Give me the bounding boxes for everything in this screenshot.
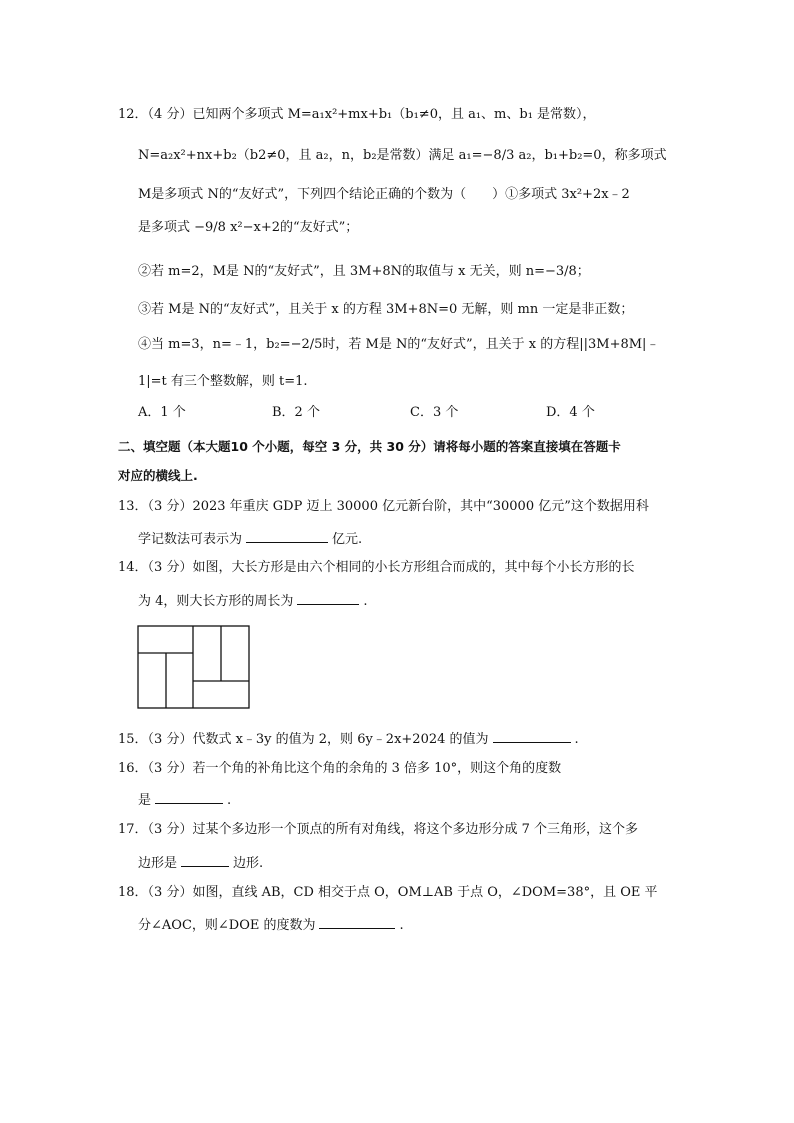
q15-line bbox=[118, 728, 579, 750]
q12-line-4: 是多项式 −9/8 x²−x+2的“友好式”； bbox=[138, 220, 359, 235]
q16-suffix: . bbox=[227, 793, 232, 808]
q17-suffix: 边形. bbox=[233, 856, 264, 871]
q13-line-1: 13．（3 分）2023 年重庆 GDP 迈上 30000 亿元新台阶，其中“30000 亿元”这个数据用科 bbox=[118, 499, 649, 514]
q17-prefix: 边形是 bbox=[138, 856, 178, 871]
q14-line-1: 14．（3 分）如图，大长方形是由六个相同的小长方形组合而成的，其中每个小长方形的长 bbox=[118, 560, 635, 575]
q16-line-1: 16．（3 分）若一个角的补角比这个角的余角的 3 倍多 10°，则这个角的度数 bbox=[118, 761, 562, 776]
q18-answer-blank[interactable] bbox=[319, 914, 395, 929]
q14-answer-blank[interactable] bbox=[297, 590, 359, 605]
q12-line-3: M是多项式 N的“友好式”，下列四个结论正确的个数为（ ）①多项式 3x²+2x﹣2 bbox=[138, 187, 630, 202]
q12-option-d: D．4 个 bbox=[546, 405, 595, 420]
q14-rectangle-figure bbox=[137, 625, 251, 711]
q16-answer-blank[interactable] bbox=[155, 789, 223, 804]
q14-suffix: . bbox=[363, 594, 368, 609]
q18-line-2 bbox=[138, 914, 404, 936]
q12-option-c: C．3 个 bbox=[410, 405, 459, 420]
q14-prefix: 为 4，则大长方形的周长为 bbox=[138, 594, 294, 609]
q18-line-1: 18．（3 分）如图，直线 AB，CD 相交于点 O，OM⊥AB 于点 O，∠DOM=38°，且 OE 平 bbox=[118, 885, 658, 900]
section-heading-line-2: 对应的横线上. bbox=[118, 468, 198, 483]
section-heading-line-1: 二、填空题（本大题10 个小题，每空 3 分，共 30 分）请将每小题的答案直接填在答题卡 bbox=[118, 439, 621, 454]
q13-line-2 bbox=[138, 528, 362, 550]
q12-option-b: B．2 个 bbox=[272, 405, 320, 420]
q12-line-8: 1|=t 有三个整数解，则 t=1. bbox=[138, 374, 308, 389]
q12-line-5: ②若 m=2，M是 N的“友好式”，且 3M+8N的取值与 x 无关，则 n=−3/8； bbox=[138, 264, 590, 279]
q18-suffix: . bbox=[399, 918, 404, 933]
q13-prefix: 学记数法可表示为 bbox=[138, 532, 243, 547]
q15-prefix: 15．（3 分）代数式 x﹣3y 的值为 2，则 6y﹣2x+2024 的值为 bbox=[118, 732, 489, 747]
q15-suffix: . bbox=[574, 732, 579, 747]
q12-line-6: ③若 M是 N的“友好式”，且关于 x 的方程 3M+8N=0 无解，则 mn 一定是非正数； bbox=[138, 302, 634, 317]
q12-line-2: N=a₂x²+nx+b₂（b2≠0，且 a₂，n，b₂是常数）满足 a₁=−8/3 a₂，b₁+b₂=0，称多项式 bbox=[138, 148, 667, 163]
q18-prefix: 分∠AOC，则∠DOE 的度数为 bbox=[138, 918, 316, 933]
q12-line-7: ④当 m=3，n=﹣1，b₂=−2/5时，若 M是 N的“友好式”，且关于 x 的方程||3M+8M|﹣ bbox=[138, 337, 660, 352]
q16-prefix: 是 bbox=[138, 793, 152, 808]
q13-answer-blank[interactable] bbox=[246, 528, 328, 543]
q12-option-a: A．1 个 bbox=[138, 405, 186, 420]
q13-suffix: 亿元. bbox=[332, 532, 363, 547]
q17-answer-blank[interactable] bbox=[181, 852, 229, 867]
q16-line-2 bbox=[138, 789, 231, 811]
q17-line-2 bbox=[138, 852, 263, 874]
q15-answer-blank[interactable] bbox=[493, 728, 571, 743]
q17-line-1: 17．（3 分）过某个多边形一个顶点的所有对角线，将这个多边形分成 7 个三角形，这个多 bbox=[118, 822, 638, 837]
q14-line-2 bbox=[138, 590, 368, 612]
q12-line-1: 12．（4 分）已知两个多项式 M=a₁x²+mx+b₁（b₁≠0，且 a₁、m、b₁ 是常数）， bbox=[118, 107, 596, 122]
